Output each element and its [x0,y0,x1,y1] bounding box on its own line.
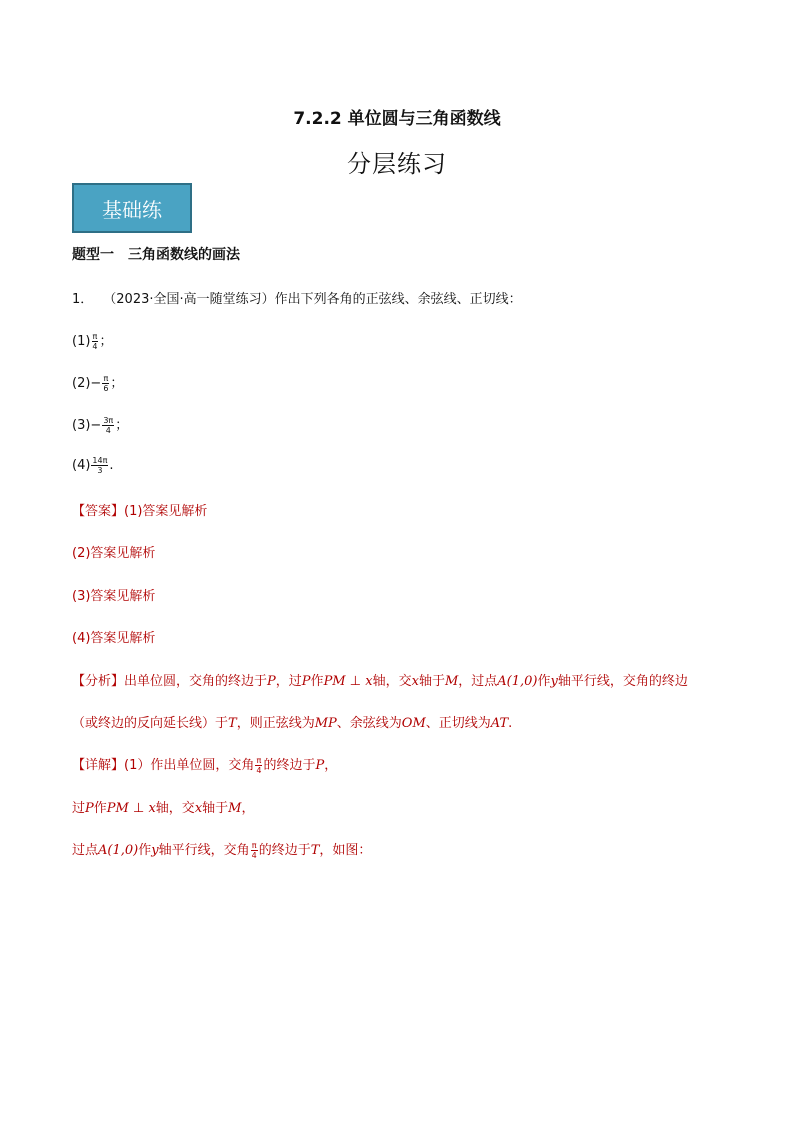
question-item-4: (4) $\frac{14\pi}{3}$ . [72,456,114,475]
detail-line-1: 【详解】(1）作出单位圆，交角 $\frac{\pi}{4}$ 的终边于P， [72,756,338,775]
fraction: $\frac{\pi}{4}$ [92,332,98,351]
answer-line-1: 【答案】(1)答案见解析 [72,504,208,519]
question-source: （2023·全国·高一随堂练习） [103,292,275,307]
level-badge: 基础练 [72,183,192,233]
analysis-tag: 【分析】 [72,674,125,689]
fraction: $\frac{\pi}{6}$ [103,374,109,393]
section-heading: 题型一 三角函数线的画法 [72,247,240,263]
answer-line-3: (3)答案见解析 [72,589,156,604]
question-item-1: (1) $\frac{\pi}{4}$ ； [72,332,113,351]
analysis-line-2: （或终边的反向延长线）于T，则正弦线为MP、余弦线为OM、正切线为AT. [72,716,513,731]
page-title: 7.2.2 单位圆与三角函数线 [293,109,501,129]
fraction: $\frac{14\pi}{3}$ [92,456,108,475]
detail-line-3: 过点A(1,0)作y轴平行线，交角 $\frac{\pi}{4}$ 的终边于T，如图： [72,841,372,860]
page-subtitle: 分层练习 [347,150,447,178]
answer-line-2: (2)答案见解析 [72,546,156,561]
fraction: $\frac{\pi}{4}$ [251,841,257,860]
detail-line-2: 过P作PM ⊥ x轴，交x轴于M， [72,801,255,816]
question-item-3: (3)− $\frac{3\pi}{4}$ ； [72,416,129,435]
question-1 [72,288,522,307]
fraction: $\frac{3\pi}{4}$ [103,416,114,435]
analysis-line-1: 【分析】出单位圆，交角的终边于P，过P作PM ⊥ x轴，交x轴于M，过点A(1,0)作y轴平行线，交角的终边 [72,674,688,689]
answer-tag: 【答案】 [72,504,125,519]
question-number: 1． [72,292,94,307]
detail-tag: 【详解】 [72,758,125,773]
question-text: 作出下列各角的正弦线、余弦线、正切线： [274,292,522,307]
answer-line-4: (4)答案见解析 [72,631,156,646]
fraction: $\frac{\pi}{4}$ [256,756,262,775]
question-item-2: (2)− $\frac{\pi}{6}$ ； [72,374,124,393]
